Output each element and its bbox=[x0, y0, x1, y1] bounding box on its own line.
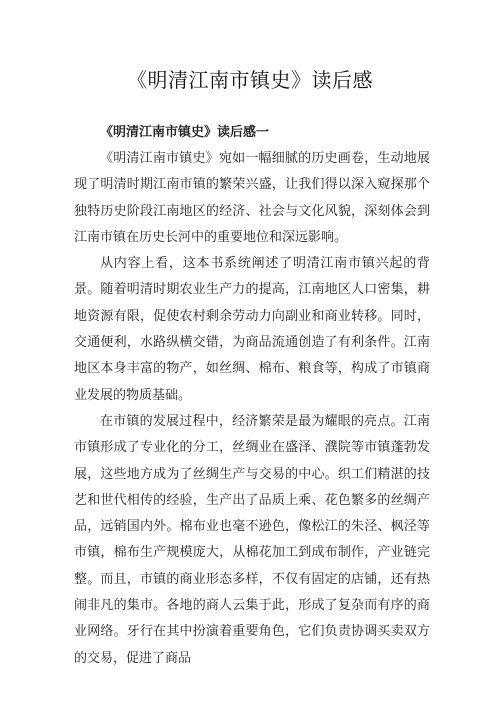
paragraph-1: 《明清江南市镇史》宛如一幅细腻的历史画卷，生动地展现了明清时期江南市镇的繁荣兴盛，让我们得以深入窥探那个独特历史阶段江南地区的经济、社会与文化风貌，深刻体会到江南市镇在历史长河中的重要地位和深远影响。 bbox=[74, 151, 430, 245]
document-body bbox=[74, 120, 430, 672]
section-heading: 《明清江南市镇史》读后感一 bbox=[100, 125, 270, 140]
paragraph-2: 从内容上看，这本书系统阐述了明清江南市镇兴起的背景。随着明清时期农业生产力的提高，江南地区人口密集，耕地资源有限，促使农村剩余劳动力向副业和商业转移。同时，交通便利，水路纵横交错，为商品流通创造了有利条件。江南地区本身丰富的物产，如丝绸、棉布、粮食等，构成了市镇商业发展的物质基础。 bbox=[74, 256, 430, 403]
paragraph-3: 在市镇的发展过程中，经济繁荣是最为耀眼的亮点。江南市镇形成了专业化的分工，丝绸业在盛泽、濮院等市镇蓬勃发展，这些地方成为了丝绸生产与交易的中心。织工们精湛的技艺和世代相传的经验，生产出了品质上乘、花色繁多的丝绸产品，远销国内外。棉布业也毫不逊色，像松江的朱泾、枫泾等市镇，棉布生产规模庞大，从棉花加工到成布制作，产业链完整。而且，市镇的商业形态多样，不仅有固定的店铺，还有热闹非凡的集市。各地的商人云集于此，形成了复杂而有序的商业网络。牙行在其中扮演着重要角色，它们负责协调买卖双方的交易，促进了商品 bbox=[74, 413, 430, 666]
document-title: 《明清江南市镇史》读后感 bbox=[127, 68, 373, 92]
